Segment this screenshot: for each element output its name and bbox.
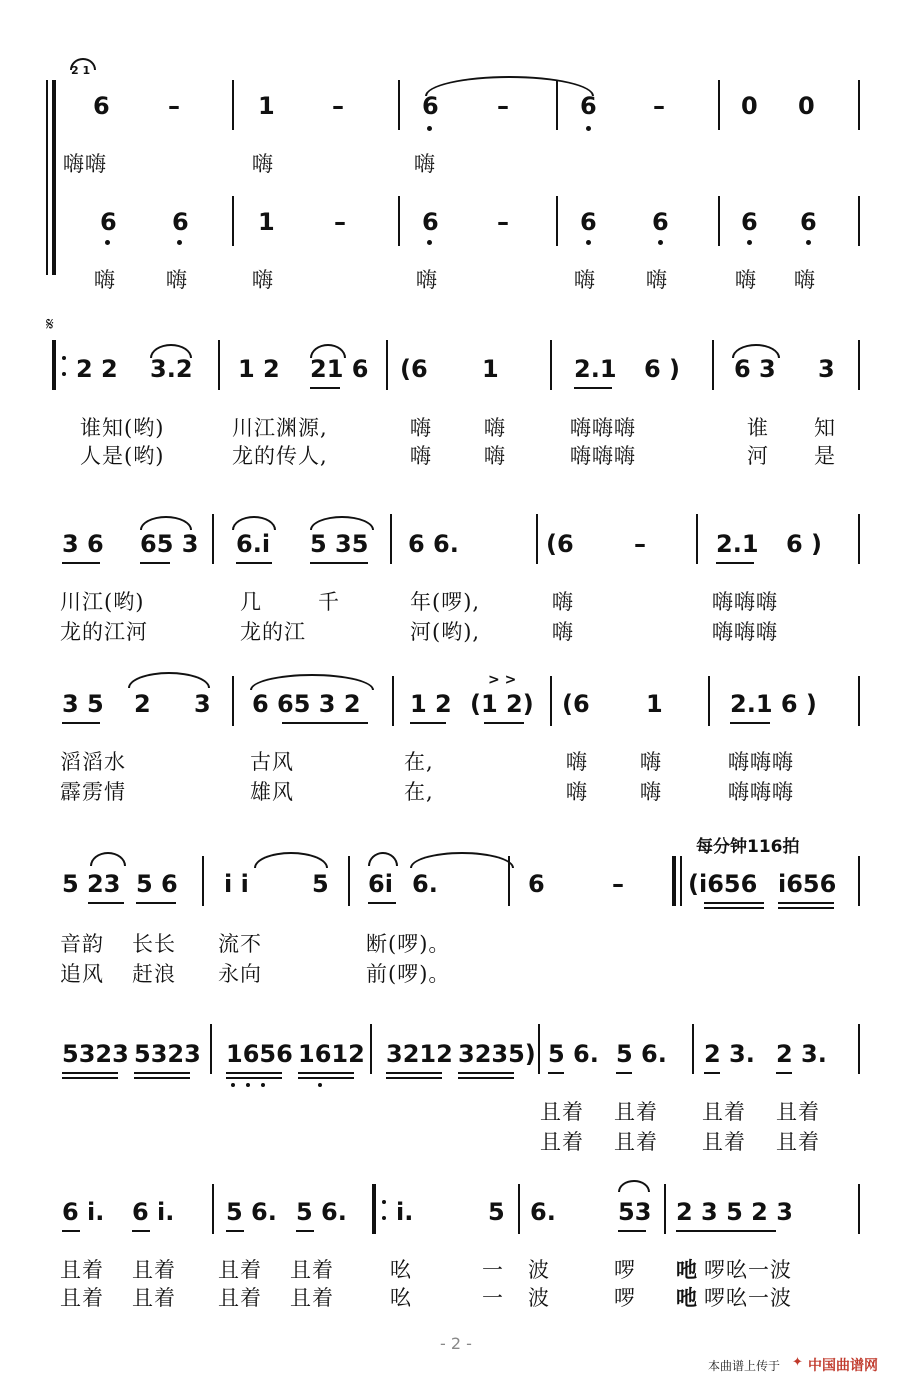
lyric: 嗨 [552, 590, 574, 614]
repeat-barline [52, 340, 56, 390]
note: 5 6 [136, 870, 178, 898]
barline [370, 1024, 372, 1074]
underline [548, 1072, 564, 1074]
underline [616, 1072, 632, 1074]
lyric: 吆 [390, 1286, 412, 1310]
lyric: 嗨 [566, 780, 588, 804]
note: 6 [422, 208, 439, 236]
lyric: 雄风 [250, 780, 294, 804]
lyric: 在, [404, 750, 434, 774]
lyric: 嗨 [646, 268, 668, 292]
repeat-dot [382, 1216, 386, 1220]
lyric: 霹雳情 [60, 780, 126, 804]
underline [134, 1072, 190, 1074]
barline [664, 1184, 666, 1234]
site-logo-icon: ✦ [792, 1355, 803, 1370]
barline [692, 1024, 694, 1074]
lyric: 谁 [747, 416, 769, 440]
page-number: - 2 - [440, 1334, 472, 1353]
note: 2.1 [716, 530, 759, 558]
note: 1 [482, 355, 499, 383]
dash: – [497, 92, 509, 120]
low-dot [427, 126, 432, 131]
underline [62, 1072, 118, 1074]
note: 6. [530, 1198, 556, 1226]
lyric: 千 [318, 590, 340, 614]
lyric: 且着 [776, 1130, 820, 1154]
lyric: 且着 [776, 1100, 820, 1124]
lyric: 且着 [614, 1100, 658, 1124]
underline [226, 1077, 282, 1079]
underline [236, 562, 272, 564]
note: 1 [646, 690, 663, 718]
note: 2 [134, 690, 151, 718]
slur [310, 516, 374, 530]
underline [136, 902, 176, 904]
repeat-dot [62, 372, 66, 376]
note: 5 6. [548, 1040, 599, 1068]
barline [550, 340, 552, 390]
low-dot [427, 240, 432, 245]
lyric: 嗨嗨嗨 [728, 780, 794, 804]
barline [696, 514, 698, 564]
lyric: 赶浪 [132, 962, 176, 986]
note: i656 [778, 870, 837, 898]
lyric: 人是(哟) [80, 444, 165, 468]
barline [536, 514, 538, 564]
low-dot [105, 240, 110, 245]
barline [858, 856, 860, 906]
note: 6.i [236, 530, 271, 558]
lyric: 永向 [218, 962, 262, 986]
underline [386, 1072, 442, 1074]
note: 65 3 [140, 530, 199, 558]
barline [398, 196, 400, 246]
note: 6 3 [734, 355, 776, 383]
lyric: 波 [528, 1286, 550, 1310]
underline [140, 562, 170, 564]
underline [310, 387, 340, 389]
dash: – [612, 870, 624, 898]
lyric: 且着 [132, 1258, 176, 1282]
lyric: 知 [814, 416, 836, 440]
note: 1656 [226, 1040, 293, 1068]
note: 3 [194, 690, 211, 718]
lyric: 追风 [60, 962, 104, 986]
lyric: 嗨 [484, 416, 506, 440]
underline [776, 1072, 792, 1074]
note: 6 ) [786, 530, 823, 558]
note: (6 [562, 690, 590, 718]
note: (i656 [688, 870, 758, 898]
barline [550, 676, 552, 726]
site-name[interactable]: 中国曲谱网 [808, 1358, 878, 1374]
lyric: 嗨 [410, 444, 432, 468]
accent-marks: > > [488, 672, 517, 688]
note: 6 [528, 870, 545, 898]
low-dot [586, 126, 591, 131]
lyric: 且着 [540, 1130, 584, 1154]
barline [386, 340, 388, 390]
lyric: 啰吆一波 [704, 1286, 792, 1310]
note: 2 3. [704, 1040, 755, 1068]
note: 2 3. [776, 1040, 827, 1068]
voice-marker: 2 1 [71, 64, 91, 77]
underline [296, 1230, 314, 1232]
note: 5 [488, 1198, 505, 1226]
note: 6 [652, 208, 669, 236]
barline [508, 856, 510, 906]
double-barline [672, 856, 676, 906]
note: 1 2 [410, 690, 452, 718]
note: (6 [400, 355, 428, 383]
barline [708, 676, 710, 726]
low-dot [658, 240, 663, 245]
barline [718, 196, 720, 246]
lyric: 龙的江 [240, 620, 306, 644]
tie [425, 76, 594, 96]
lyric: 嗨 [252, 152, 274, 176]
lyric: 啰吆一波 [704, 1258, 792, 1282]
underline [716, 562, 754, 564]
lyric: 嗨嗨嗨 [570, 444, 636, 468]
lyric: 前(啰)。 [366, 962, 451, 986]
barline [212, 1184, 214, 1234]
fermata [70, 58, 96, 70]
underline [618, 1230, 646, 1232]
lyric: 嗨 [252, 268, 274, 292]
lyric: 且着 [60, 1258, 104, 1282]
note: 6 [580, 208, 597, 236]
barline [858, 80, 860, 130]
underline [704, 1072, 720, 1074]
rest: 0 [798, 92, 815, 120]
lyric: 长长 [132, 932, 176, 956]
dash: – [334, 208, 346, 236]
lyric: 嗨 [484, 444, 506, 468]
note: 6 [172, 208, 189, 236]
barline [202, 856, 204, 906]
system-bracket [52, 80, 56, 275]
underline [574, 387, 612, 389]
low-dot [318, 1083, 322, 1087]
lyric: 波 [528, 1258, 550, 1282]
low-dot [806, 240, 811, 245]
lyric: 嗨 [552, 620, 574, 644]
underline [368, 902, 396, 904]
note: 6 [93, 92, 110, 120]
lyric: 嗨 [735, 268, 757, 292]
barline [232, 196, 234, 246]
underline [484, 722, 524, 724]
lyric: 嗨 [566, 750, 588, 774]
underline [778, 902, 834, 904]
lyric: 且着 [290, 1286, 334, 1310]
barline [858, 1184, 860, 1234]
note: i. [396, 1198, 414, 1226]
lyric: 河(哟), [410, 620, 481, 644]
barline [392, 676, 394, 726]
lyric: 吆 [390, 1258, 412, 1282]
lyric: 且着 [702, 1130, 746, 1154]
lyric: 龙的江河 [60, 620, 148, 644]
lyric: 川江渊源, [232, 416, 328, 440]
slur [90, 852, 126, 866]
underline [458, 1072, 514, 1074]
note: 6 [741, 208, 758, 236]
lyric: 在, [404, 780, 434, 804]
note: 6 6. [408, 530, 459, 558]
underline [458, 1077, 514, 1079]
underline [704, 902, 764, 904]
note: 6 ) [644, 355, 681, 383]
lyric: 断(啰)。 [366, 932, 451, 956]
lyric: 嗨嗨嗨 [712, 620, 778, 644]
lyric: 一 [482, 1286, 504, 1310]
note: 1 2 [238, 355, 280, 383]
underline [62, 562, 100, 564]
lyric: 几 [240, 590, 262, 614]
note: 5 23 [62, 870, 121, 898]
lyric: 且着 [614, 1130, 658, 1154]
underline [88, 902, 124, 904]
note: 6 i. [62, 1198, 105, 1226]
slur [254, 852, 328, 868]
lyric: 嗨 [640, 750, 662, 774]
slur [368, 852, 398, 866]
barline [858, 676, 860, 726]
underline [298, 1072, 354, 1074]
note: 1 [258, 92, 275, 120]
underline [778, 907, 834, 909]
note: (6 [546, 530, 574, 558]
lyric: 嗨 [414, 152, 436, 176]
system-bracket-line [46, 80, 48, 275]
lyric: 啰 [614, 1258, 636, 1282]
note: 53 [618, 1198, 652, 1226]
lyric: 是 [814, 444, 836, 468]
lyric: 嗨嗨嗨 [570, 416, 636, 440]
lyric: 古风 [250, 750, 294, 774]
note: 3.2 [150, 355, 193, 383]
note: 6 [800, 208, 817, 236]
lyric: 吔 [676, 1285, 698, 1310]
low-dot [747, 240, 752, 245]
note: 5 6. [296, 1198, 347, 1226]
low-dot [177, 240, 182, 245]
note: 5 6. [226, 1198, 277, 1226]
note: 2 3 5 2 3 [676, 1198, 793, 1226]
barline [232, 80, 234, 130]
note: 5323 [134, 1040, 201, 1068]
repeat-barline [372, 1184, 376, 1234]
lyric: 吔 [676, 1257, 698, 1282]
lyric: 嗨 [574, 268, 596, 292]
barline [858, 1024, 860, 1074]
note: 6 i. [132, 1198, 175, 1226]
lyric: 嗨嗨嗨 [712, 590, 778, 614]
barline [210, 1024, 212, 1074]
lyric: 滔滔水 [60, 750, 126, 774]
lyric: 嗨 [416, 268, 438, 292]
note: 1612 [298, 1040, 365, 1068]
note: 3 [818, 355, 835, 383]
underline [226, 1230, 244, 1232]
slur [232, 516, 276, 530]
lyric: 嗨 [640, 780, 662, 804]
note: 2 2 [76, 355, 118, 383]
underline [310, 562, 368, 564]
barline [858, 340, 860, 390]
dash: – [497, 208, 509, 236]
underline [62, 1077, 118, 1079]
slur [128, 672, 210, 688]
underline [226, 1072, 282, 1074]
note: 3235) [458, 1040, 536, 1068]
lyric: 且着 [540, 1100, 584, 1124]
rest: 0 [741, 92, 758, 120]
barline [538, 1024, 540, 1074]
lyric: 且着 [132, 1286, 176, 1310]
underline [62, 722, 100, 724]
note: 5 6. [616, 1040, 667, 1068]
lyric: 且着 [702, 1100, 746, 1124]
lyric: 嗨嗨 [63, 152, 107, 176]
underline [410, 722, 446, 724]
barline [390, 514, 392, 564]
lyric: 且着 [290, 1258, 334, 1282]
dash: – [168, 92, 180, 120]
lyric: 啰 [614, 1286, 636, 1310]
underline [132, 1230, 150, 1232]
barline [858, 196, 860, 246]
underline [704, 907, 764, 909]
lyric: 川江(哟) [60, 590, 145, 614]
note: 3 6 [62, 530, 104, 558]
lyric: 龙的传人, [232, 444, 328, 468]
lyric: 河 [747, 444, 769, 468]
lyric: 且着 [218, 1258, 262, 1282]
underline [676, 1230, 776, 1232]
lyric: 嗨嗨嗨 [728, 750, 794, 774]
note: 2.1 [574, 355, 617, 383]
barline [718, 80, 720, 130]
double-barline [680, 856, 682, 906]
barline [556, 196, 558, 246]
underline [730, 722, 770, 724]
low-dot [261, 1083, 265, 1087]
note: 6 [422, 92, 439, 120]
lyric: 谁知(哟) [80, 416, 165, 440]
note: 6. [412, 870, 438, 898]
segno-icon: 𝄋 [46, 314, 54, 335]
note: 6i [368, 870, 393, 898]
lyric: 嗨 [410, 416, 432, 440]
underline [386, 1077, 442, 1079]
barline [398, 80, 400, 130]
underline [282, 722, 368, 724]
repeat-dot [382, 1200, 386, 1204]
barline [556, 80, 558, 130]
low-dot [586, 240, 591, 245]
note: 5323 [62, 1040, 129, 1068]
note: i i [224, 870, 249, 898]
note: 5 35 [310, 530, 369, 558]
low-dot [246, 1083, 250, 1087]
dash: – [653, 92, 665, 120]
note: 6 [100, 208, 117, 236]
lyric: 嗨 [94, 268, 116, 292]
underline [62, 1230, 80, 1232]
note: 6 65 3 2 [252, 690, 361, 718]
low-dot [231, 1083, 235, 1087]
note: 21 6 [310, 355, 369, 383]
dash: – [634, 530, 646, 558]
lyric: 年(啰), [410, 590, 481, 614]
barline [518, 1184, 520, 1234]
note: 1 [258, 208, 275, 236]
barline [858, 514, 860, 564]
upload-credit: 本曲谱上传于 [708, 1359, 781, 1373]
note: 2.1 6 ) [730, 690, 817, 718]
dash: – [332, 92, 344, 120]
underline [134, 1077, 190, 1079]
barline [232, 676, 234, 726]
tempo-marking: 每分钟116拍 [696, 837, 800, 857]
underline [298, 1077, 354, 1079]
barline [348, 856, 350, 906]
note: 3212 [386, 1040, 453, 1068]
lyric: 一 [482, 1258, 504, 1282]
barline [218, 340, 220, 390]
fermata [618, 1180, 650, 1192]
note: 5 [312, 870, 329, 898]
slur [250, 674, 374, 690]
lyric: 且着 [218, 1286, 262, 1310]
barline [712, 340, 714, 390]
repeat-dot [62, 356, 66, 360]
note: 3 5 [62, 690, 104, 718]
lyric: 流不 [218, 932, 262, 956]
note: (1 2) [470, 690, 534, 718]
note: 6 [580, 92, 597, 120]
lyric: 嗨 [794, 268, 816, 292]
lyric: 音韵 [60, 932, 104, 956]
tie [410, 852, 514, 868]
slur [140, 516, 192, 530]
barline [212, 514, 214, 564]
lyric: 嗨 [166, 268, 188, 292]
lyric: 且着 [60, 1286, 104, 1310]
